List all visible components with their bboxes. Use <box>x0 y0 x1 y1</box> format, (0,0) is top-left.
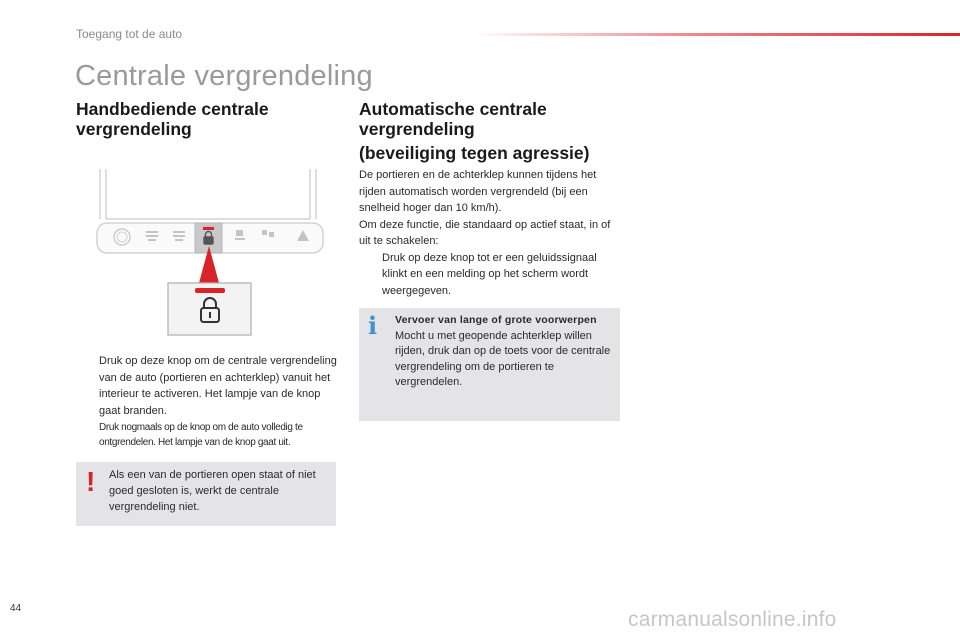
central-lock-illustration <box>96 167 326 342</box>
warning-icon: ! <box>86 466 96 497</box>
right-heading-line2: (beveiliging tegen agressie) <box>359 143 590 163</box>
bullet-text: Druk nogmaals op de knop om de auto volledig te ontgrendelen. Het lampje van de knop gaat uit. <box>99 422 303 448</box>
list-item <box>76 353 344 419</box>
list-item <box>359 250 621 300</box>
info-note <box>359 308 620 421</box>
page-number: 44 <box>10 603 22 614</box>
info-icon: i <box>368 311 378 340</box>
bullet-text: Druk op deze knop tot er een geluidssignaal klinkt en een melding op het scherm wordt weergegeven. <box>382 251 597 297</box>
bullet-text: Druk op deze knop om de centrale vergrendeling van de auto (portieren en achterklep) vanuit het interieur te activeren. Het lampje van de knop gaat branden. <box>99 355 337 417</box>
paragraph: De portieren en de achterklep kunnen tijdens het rijden automatisch worden vergrendeld (bij een snelheid hoger dan 10 km/h). <box>359 169 597 214</box>
right-body <box>359 167 621 299</box>
list-item <box>76 421 344 450</box>
left-heading: Handbediende centrale vergrendeling <box>76 99 269 139</box>
warning-note <box>76 462 336 526</box>
warning-text: Als een van de portieren open staat of niet goed gesloten is, werkt de centrale vergrendeling niet. <box>109 469 316 513</box>
right-heading <box>359 99 629 163</box>
left-bullet-list <box>76 353 344 450</box>
bullet-marker <box>76 421 99 450</box>
screen-outline <box>100 169 316 219</box>
header-divider-line <box>470 33 960 36</box>
paragraph: Om deze functie, die standaard op actief staat, in of uit te schakelen: <box>359 218 611 247</box>
info-note-body <box>395 313 615 391</box>
info-note-text: Mocht u met geopende achterklep willen rijden, druk dan op de toets voor de centrale vergrendeling om de portieren te vergrendelen. <box>395 329 611 388</box>
bullet-marker <box>359 250 382 300</box>
watermark: carmanualsonline.info <box>628 608 837 631</box>
right-heading-line1: Automatische centrale vergrendeling <box>359 99 547 139</box>
page-title: Centrale vergrendeling <box>75 60 373 92</box>
info-note-title: Vervoer van lange of grote voorwerpen <box>395 314 597 326</box>
bullet-marker <box>76 353 99 419</box>
section-header: Toegang tot de auto <box>76 27 183 41</box>
